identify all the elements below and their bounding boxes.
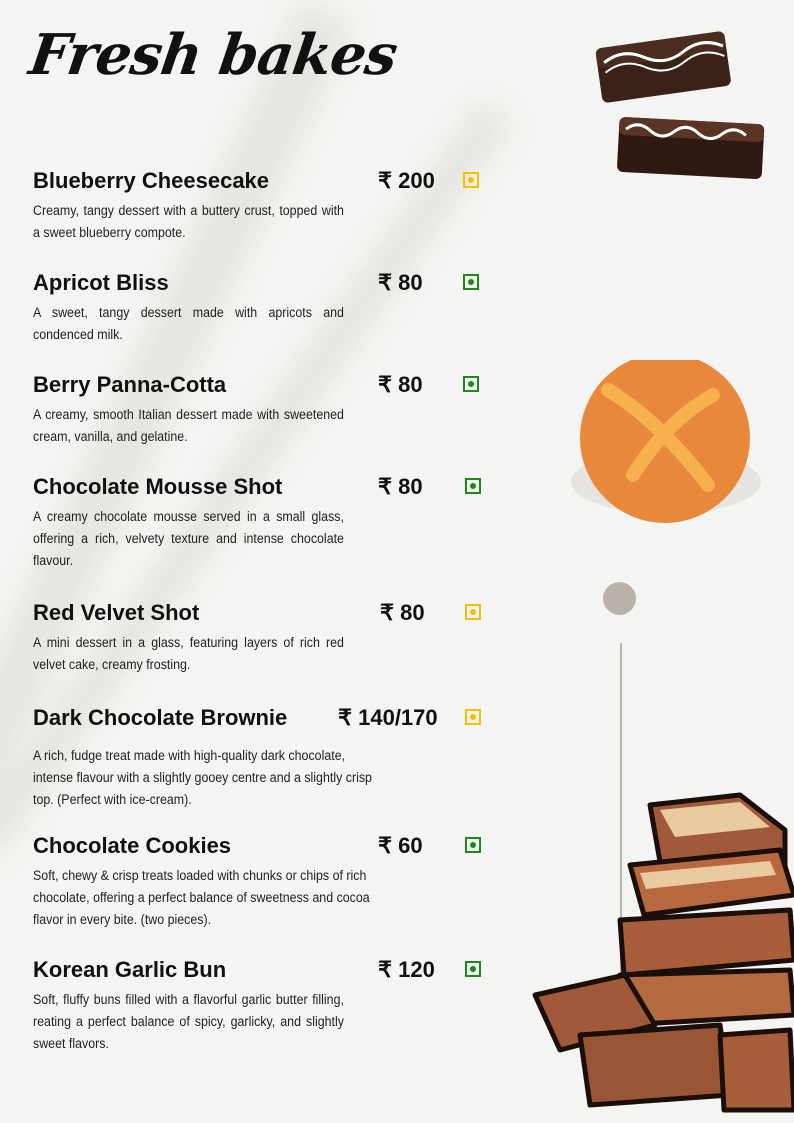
item-price: ₹ 80	[378, 270, 423, 295]
item-name: Chocolate Cookies	[33, 833, 232, 858]
menu-item	[33, 705, 493, 811]
item-description: A creamy, smooth Italian dessert made with sweetened cream, vanilla, and gelatine.	[33, 407, 344, 444]
menu-item	[33, 474, 493, 572]
item-description: A mini dessert in a glass, featuring layers of rich red velvet cake, creamy frosting.	[33, 635, 344, 672]
menu-item	[33, 957, 493, 1055]
chocolate-pieces-image	[520, 785, 794, 1115]
item-name: Blueberry Cheesecake	[33, 168, 270, 193]
menu-item	[33, 168, 493, 244]
veg-indicator-icon	[465, 709, 481, 725]
item-price: ₹ 60	[378, 833, 423, 858]
item-name: Chocolate Mousse Shot	[33, 474, 283, 499]
item-description: Soft, fluffy buns filled with a flavorful garlic butter filling, reating a perfect balance of spicy, garlicky, and slightly sweet flavors.	[33, 992, 344, 1051]
item-price: ₹ 80	[378, 474, 423, 499]
item-description: Creamy, tangy dessert with a buttery crust, topped with a sweet blueberry compote.	[33, 203, 344, 240]
veg-indicator-icon	[465, 837, 481, 853]
veg-indicator-icon	[463, 376, 479, 392]
item-description: A sweet, tangy dessert made with apricots and condenced milk.	[33, 305, 344, 342]
veg-indicator-icon	[463, 172, 479, 188]
item-name: Red Velvet Shot	[33, 600, 200, 625]
bun-image	[568, 360, 768, 525]
item-price: ₹ 140/170	[338, 705, 438, 730]
veg-indicator-icon	[465, 961, 481, 977]
item-description: A rich, fudge treat made with high-quality dark chocolate, intense flavour with a slightly gooey centre and a slightly crisp top. (Perfect with ice-cream).	[33, 748, 372, 807]
item-description: Soft, chewy & crisp treats loaded with chunks or chips of rich chocolate, offering a perfect balance of sweetness and cocoa flavor in every bite. (two pieces).	[33, 868, 370, 927]
brownie-image	[590, 20, 770, 185]
item-description: A creamy chocolate mousse served in a small glass, offering a rich, velvety texture and intense chocolate flavour.	[33, 509, 344, 568]
item-name: Korean Garlic Bun	[33, 957, 227, 982]
item-name: Apricot Bliss	[33, 270, 169, 295]
menu-item	[33, 600, 493, 676]
item-price: ₹ 80	[378, 372, 423, 397]
item-name: Berry Panna-Cotta	[33, 372, 227, 397]
veg-indicator-icon	[465, 478, 481, 494]
menu-item	[33, 372, 493, 448]
decorative-dot	[603, 582, 636, 615]
page-title: Fresh bakes	[25, 22, 401, 88]
item-price: ₹ 80	[380, 600, 425, 625]
item-price: ₹ 200	[378, 168, 435, 193]
menu-item	[33, 833, 493, 931]
menu-item	[33, 270, 493, 346]
item-price: ₹ 120	[378, 957, 435, 982]
veg-indicator-icon	[465, 604, 481, 620]
item-name: Dark Chocolate Brownie	[33, 705, 288, 730]
veg-indicator-icon	[463, 274, 479, 290]
